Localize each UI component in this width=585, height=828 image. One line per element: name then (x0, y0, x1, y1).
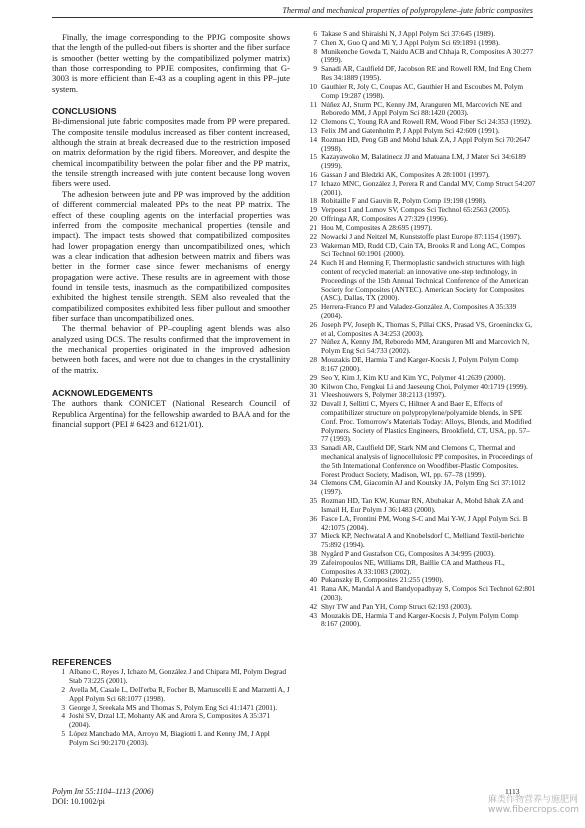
reference-number: 25 (309, 302, 317, 312)
header-rule (52, 17, 533, 18)
reference-text: Verpoest I and Lomov SV, Compos Sci Technol 65:2563 (2005). (321, 205, 511, 215)
reference-item (304, 65, 536, 83)
page-number: 1113 (505, 787, 520, 796)
reference-text: Núñez AJ, Sturm PC, Kenny JM, Aranguren MI, Marcovich NE and Reboredo MM, J Appl Polym Sci 88:1420 (2003). (321, 99, 522, 118)
reference-item (304, 515, 536, 533)
reference-number: 2 (61, 684, 65, 694)
reference-item (304, 101, 536, 119)
reference-number: 20 (309, 214, 317, 224)
reference-number: 35 (309, 496, 317, 506)
reference-text: George J, Sreekala MS and Thomas S, Polym Eng Sci 41:1471 (2001). (69, 702, 278, 712)
reference-text: Munikenche Gowda T, Naidu ACB and Chhaja R, Composites A 30:277 (1999). (321, 46, 534, 65)
reference-text: Rozman HD, Tan KW, Kumar RN, Abubakar A, Mohd Ishak ZA and Ismail H, Eur Polym J 36:1483 (2000). (321, 496, 524, 514)
reference-text: Hou M, Composites A 28:695 (1997). (321, 222, 433, 232)
reference-number: 38 (309, 548, 317, 558)
reference-number: 1 (61, 667, 65, 677)
reference-text: Pukanszky B, Composites 21:255 (1990). (321, 575, 444, 585)
reference-number: 32 (309, 399, 317, 409)
reference-text: Mouzakis DE, Harmia T and Karger-Kocsis J, Polym Polym Comp 8:167 (2000). (321, 355, 519, 373)
reference-text: Robitaille F and Gauvin R, Polym Comp 19:198 (1998). (321, 196, 487, 206)
reference-text: Kuch H and Henning F, Thermoplastic sandwich structures with high content of recycled material: an innovative one-step technology, in Proceedings of the 15th Annual Technical Conference of the American Society for Composites (ANTEC). American Society for Composites (ASC), Dallas, TX (2000). (321, 258, 529, 303)
reference-number: 12 (309, 117, 317, 127)
reference-number: 36 (309, 513, 317, 523)
reference-text: Wakeman MD, Rudd CD, Cain TA, Brooks R and Long AC, Compos Sci Technol 60:1901 (2000). (321, 240, 526, 259)
watermark-line-1: 麻类作物营养与施肥网 (488, 795, 579, 805)
reference-item (304, 153, 536, 171)
acknowledgements-text: The authors thank CONICET (National Research Council of Republica Argentina) for the fellowship awarded to BAA and for the financial support (PEI # 6423 and 6121/01). (52, 398, 290, 430)
reference-text: Núñez A, Kenny JM, Reboredo MM, Aranguren MI and Marcovich N, Polym Eng Sci 54:733 (2002). (321, 337, 530, 356)
reference-text: Joshi SV, Drzal LT, Mohanty AK and Arora S, Composites A 35:371 (2004). (69, 711, 271, 730)
acknowledgements-heading: ACKNOWLEDGEMENTS (52, 388, 153, 398)
reference-text: Joseph PV, Joseph K, Thomas S, Pillai CKS, Prasad VS, Groeninckx G, et al, Composites A 34:253 (2003). (321, 319, 533, 338)
reference-number: 42 (309, 601, 317, 611)
reference-text: Clemons CM, Giacomin AJ and Koutsky JA, Polym Eng Sci 37:1012 (1997). (321, 478, 526, 497)
reference-number: 40 (309, 575, 317, 585)
footer-citation (52, 787, 154, 806)
reference-item (304, 303, 536, 321)
reference-number: 14 (309, 134, 317, 144)
reference-item (304, 242, 536, 260)
reference-number: 33 (309, 443, 317, 453)
reference-number: 22 (309, 231, 317, 241)
references-list-left (52, 668, 290, 747)
reference-item (304, 479, 536, 497)
reference-number: 8 (313, 46, 317, 56)
reference-text: Nowacki J and Neitzel M, Kunststoffe plast Europe 87:1154 (1997). (321, 231, 522, 241)
reference-number: 17 (309, 178, 317, 188)
reference-number: 31 (309, 390, 317, 400)
reference-number: 24 (309, 258, 317, 268)
reference-number: 15 (309, 152, 317, 162)
reference-item (52, 686, 290, 704)
reference-item (304, 356, 536, 374)
running-head: Thermal and mechanical properties of polypropylene–jute fabric composites (282, 6, 533, 15)
footer-doi: DOI: 10.1002/pi (52, 796, 105, 806)
reference-text: Rozman HD, Peng GB and Mohd Ishak ZA, J Appl Polym Sci 70:2647 (1998). (321, 134, 531, 153)
references-list-right (304, 30, 536, 629)
reference-text: Chen X, Guo Q and Mi Y, J Appl Polym Sci 69:1891 (1998). (321, 37, 500, 47)
conclusions-heading: CONCLUSIONS (52, 106, 117, 117)
reference-text: Seo Y, Kim J, Kim KU and Kim YC, Polymer 41:2639 (2000). (321, 372, 506, 382)
reference-number: 13 (309, 125, 317, 135)
reference-text: Takase S and Shiraishi N, J Appl Polym Sci 37:645 (1989). (321, 29, 496, 38)
reference-item (304, 321, 536, 339)
left-column (52, 32, 290, 429)
reference-text: Kilwon Cho, Fengkui Li and Jaeseung Choi, Polymer 40:1719 (1999). (321, 381, 528, 391)
reference-number: 21 (309, 222, 317, 232)
reference-item (304, 444, 536, 479)
reference-number: 34 (309, 478, 317, 488)
footer-journal: Polym Int 55:1104–1113 (2006) (52, 787, 154, 796)
reference-item (304, 83, 536, 101)
reference-number: 11 (309, 99, 317, 109)
reference-text: Zafeiropoulos NE, Williams DR, Baillie CA and Mattheus FL, Composites A 33:1083 (2002). (321, 557, 505, 576)
reference-item (304, 136, 536, 154)
intro-paragraph: Finally, the image corresponding to the PPJG composite shows that the length of the pulled-out fibers is shorter and the fiber surface is smoother (better wetting by the compatibilized polymer matrix) than those corresponding to PPJE composites, confirming that G-3003 is more efficient than E-43 as a coupling agent in this PP–jute system. (52, 32, 290, 94)
reference-text: Sanadi AR, Caulfield DF, Jacobson RE and Rowell RM, Ind Eng Chem Res 34:1889 (1995). (321, 64, 532, 83)
reference-number: 41 (309, 584, 317, 594)
reference-text: López Manchado MA, Arroyo M, Biagiotti L and Kenny JM, J Appl Polym Sci 90:2170 (2003). (69, 729, 270, 747)
reference-number: 27 (309, 337, 317, 347)
reference-item (304, 559, 536, 577)
reference-item (304, 400, 536, 444)
reference-text: Mieck KP, Nechwatal A and Knobelsdorf C, Melliand Textil-berichte 75:892 (1994). (321, 531, 525, 550)
reference-item (304, 180, 536, 198)
reference-text: Kazayawoko M, Balatinecz JJ and Matuana LM, J Mater Sci 34:6189 (1999). (321, 152, 526, 171)
reference-text: Avella M, Casale L, Dell'erba R, Focher B, Martuscelli E and Marzetti A, J Appl Polym Sci 68:1077 (1998). (69, 684, 290, 703)
reference-text: Duvall J, Sellitti C, Myers C, Hiltner A and Baer E, Effects of compatibilizer structure on polypropylene/polyamide blends, in SPE Conf. Proc. Tomorrow's Materials Today: Alloys, Blends, and Modified Polymers. Society of Plastics Engineers, Brookfield, CT, USA, pp. 57–77 (1993). (321, 399, 532, 444)
reference-number: 9 (313, 64, 317, 74)
reference-text: Albano C, Reyes J, Ichazo M, González J and Chipara MI, Polym Degrad Stab 73:225 (2001). (69, 667, 286, 686)
reference-number: 37 (309, 531, 317, 541)
watermark-line-2: www.fibercrops.com (488, 805, 579, 816)
reference-item (304, 48, 536, 66)
references-right (304, 30, 536, 629)
reference-text: Gassan J and Bledzki AK, Composites A 28:1001 (1997). (321, 170, 490, 179)
reference-text: Felix JM and Gatenholm P, J Appl Polym Sci 42:609 (1991). (321, 125, 500, 135)
reference-text: Mouzakis DE, Harmia T and Karger-Kocsis J, Polym Polym Comp 8:167 (2000). (321, 610, 519, 629)
conclusions-paragraph-3: The thermal behavior of PP–coupling agent blends was also analyzed using DCS. The results confirmed that the improvement in the mechanical properties originated in the improved adhesion between both faces, and were not due to changes in the crystallinity of the matrix. (52, 323, 290, 375)
reference-number: 28 (309, 355, 317, 365)
conclusions-paragraph-1: Bi-dimensional jute fabric composites made from PP were prepared. The composite tensile modulus increased as fiber content increased, although the strain at break decreased due to the restriction imposed on matrix deformation by the rigid fibers. Moreover, and despite the chemical incompatibility between the polar fiber and the PP matrix, the tensile strength increased with jute content because long woven fibers were used. (52, 116, 290, 189)
reference-number: 18 (309, 196, 317, 206)
conclusions-paragraph-2: The adhesion between jute and PP was improved by the addition of different commercial maleated PPs to the neat PP matrix. The effect of these coupling agents on the interfacial properties was inferred from the composite mechanical properties (tensile and impact). The impact tests showed that compatibilized composites had lower propagation energy than uncompatibilized ones, which was a clear indication that adhesion between matrix and fibers was better in the former case since fewer mechanisms of energy propagation were active. These results are in agreement with those found in tensile tests, inasmuch as the compatibilized composites exhibited the highest tensile strength. SEM also revealed that the compatibilized composites exhibited less fiber pullout and smoother fiber surface than uncompatibilized ones. (52, 188, 290, 323)
reference-text: Herrera-Franco PJ and Valadez-González A, Composites A 35:339 (2004). (321, 302, 517, 320)
reference-number: 16 (309, 170, 317, 179)
reference-item (304, 497, 536, 515)
reference-item (52, 712, 290, 730)
reference-text: Offringa AR, Composites A 27:329 (1996). (321, 214, 448, 224)
reference-text: Nygård P and Gustafson CG, Composites A 34:995 (2003). (321, 548, 495, 558)
reference-number: 5 (61, 729, 65, 738)
reference-number: 29 (309, 372, 317, 382)
reference-text: Ichazo MNC, González J, Perera R and Candal MV, Comp Struct 54:207 (2001). (321, 178, 536, 197)
reference-number: 3 (61, 702, 65, 712)
reference-text: Shyr TW and Pan YH, Comp Struct 62:193 (2003). (321, 601, 472, 611)
reference-item (304, 532, 536, 550)
reference-number: 39 (309, 557, 317, 567)
reference-number: 30 (309, 381, 317, 391)
reference-text: Sanadi AR, Caulfield DF, Stark NM and Clemons C, Thermal and mechanical analysis of lignocellulosic PP composites, in Proceedings of the 5th International Conference on Woodfiber-Plastic Composites. Forest Product Society, Madison, WI, pp. 67–78 (1999). (321, 443, 533, 479)
reference-item (52, 730, 290, 748)
reference-item (304, 338, 536, 356)
reference-number: 23 (309, 240, 317, 250)
reference-number: 19 (309, 205, 317, 215)
watermark (488, 795, 579, 816)
references-heading: REFERENCES (52, 657, 112, 667)
reference-item (52, 668, 290, 686)
reference-item (304, 585, 536, 603)
reference-number: 43 (309, 610, 317, 620)
reference-item (304, 612, 536, 630)
reference-text: Rana AK, Mandal A and Bandyopadhyay S, Compos Sci Technol 62:801 (2003). (321, 584, 536, 602)
reference-item (304, 259, 536, 303)
reference-text: Gauthier R, Joly C, Coupas AC, Gauthier H and Escoubes M, Polym Comp 19:287 (1998). (321, 81, 524, 100)
reference-number: 4 (61, 711, 65, 721)
reference-text: Vleeshouwers S, Polymer 38:2113 (1997). (321, 390, 446, 400)
reference-number: 7 (313, 37, 317, 47)
reference-number: 6 (313, 29, 317, 38)
references-left (52, 657, 290, 748)
reference-number: 26 (309, 319, 317, 329)
reference-text: Clemons C, Young RA and Rowell RM, Wood Fiber Sci 24:353 (1992). (321, 117, 532, 127)
reference-number: 10 (309, 81, 317, 91)
reference-text: Fasce LA, Frontini PM, Wong S-C and Mai Y-W, J Appl Polym Sci. B 42:1075 (2004). (321, 513, 528, 532)
